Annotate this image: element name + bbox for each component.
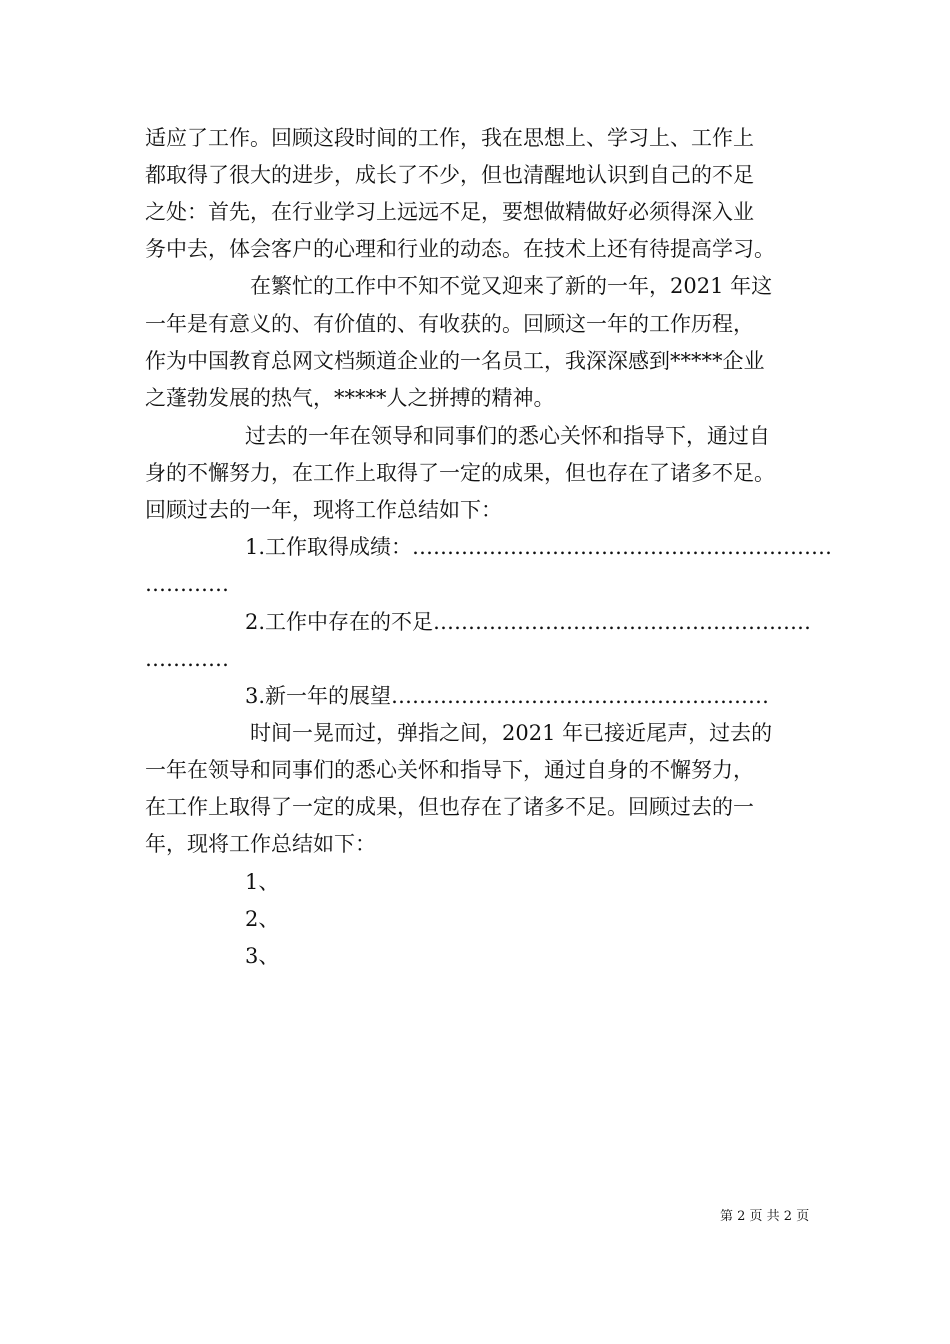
- paragraph-line: 时间一晃而过，弹指之间，2021 年已接近尾声，过去的: [250, 721, 773, 745]
- page-number: 第 2 页 共 2 页: [720, 1209, 810, 1224]
- list-item: 2.工作中存在的不足………………………………………………: [245, 610, 812, 634]
- list-item: 3.新一年的展望………………………………………………: [245, 684, 770, 708]
- paragraph-line: 身的不懈努力，在工作上取得了一定的成果，但也存在了诸多不足。: [145, 461, 775, 485]
- paragraph-line: 在繁忙的工作中不知不觉又迎来了新的一年，2021 年这: [250, 274, 773, 298]
- list-item: 3、: [245, 944, 280, 968]
- paragraph-line: 在工作上取得了一定的成果，但也存在了诸多不足。回顾过去的一: [145, 795, 754, 819]
- paragraph-line: 之处：首先，在行业学习上远远不足，要想做精做好必须得深入业: [145, 200, 754, 224]
- paragraph-line: 都取得了很大的进步，成长了不少，但也清醒地认识到自己的不足: [145, 163, 754, 187]
- paragraph-line: 年，现将工作总结如下：: [145, 832, 376, 856]
- paragraph-line: 一年在领导和同事们的悉心关怀和指导下，通过自身的不懈努力，: [145, 758, 754, 782]
- paragraph-line: 过去的一年在领导和同事们的悉心关怀和指导下，通过自: [245, 424, 770, 448]
- paragraph-line: 之蓬勃发展的热气，*****人之拼搏的精神。: [145, 386, 555, 410]
- list-item-continuation: …………: [145, 572, 229, 596]
- paragraph-line: 适应了工作。回顾这段时间的工作，我在思想上、学习上、工作上: [145, 126, 754, 150]
- list-item: 2、: [245, 907, 280, 931]
- list-item-continuation: …………: [145, 647, 229, 671]
- paragraph-line: 务中去，体会客户的心理和行业的动态。在技术上还有待提高学习。: [145, 237, 775, 261]
- paragraph-line: 一年是有意义的、有价值的、有收获的。回顾这一年的工作历程，: [145, 312, 754, 336]
- list-item: 1、: [245, 870, 280, 894]
- paragraph-line: 作为中国教育总网文档频道企业的一名员工，我深深感到*****企业: [145, 349, 765, 373]
- paragraph-line: 回顾过去的一年，现将工作总结如下：: [145, 498, 502, 522]
- list-item: 1.工作取得成绩：……………………………………………………: [245, 535, 833, 559]
